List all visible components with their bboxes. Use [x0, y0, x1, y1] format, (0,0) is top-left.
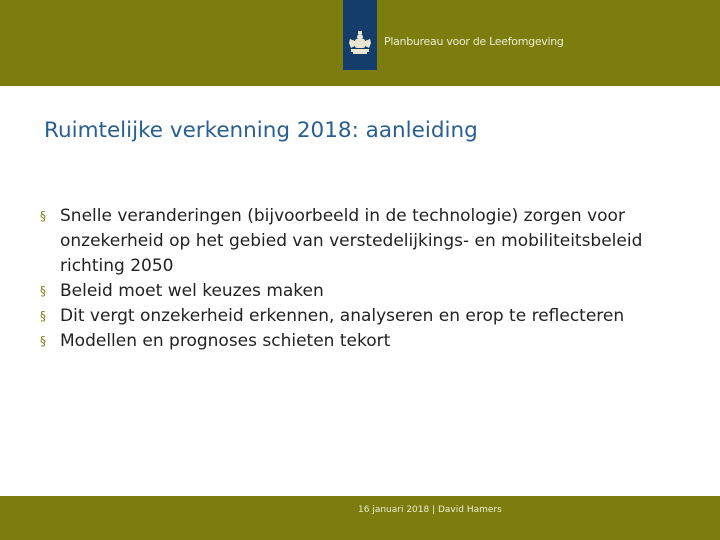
bullet-item: [40, 204, 690, 279]
bullet-marker-icon: §: [40, 209, 46, 223]
bullet-text: Dit vergt onzekerheid erkennen, analyseren en erop te reflecteren: [60, 306, 625, 326]
bullet-list: [40, 204, 690, 354]
footer-date-author: 16 januari 2018 | David Hamers: [358, 505, 502, 515]
bullet-item: [40, 279, 690, 304]
bullet-item: [40, 329, 690, 354]
bullet-marker-icon: §: [40, 334, 46, 348]
organization-name: Planbureau voor de Leefomgeving: [384, 35, 564, 48]
rijksoverheid-logo: [343, 0, 377, 70]
slide-title: Ruimtelijke verkenning 2018: aanleiding: [44, 118, 478, 143]
coat-of-arms-icon: [347, 30, 373, 56]
bullet-marker-icon: §: [40, 284, 46, 298]
bullet-marker-icon: §: [40, 309, 46, 323]
footer-band: [0, 496, 720, 540]
bullet-text: Snelle veranderingen (bijvoorbeeld in de technologie) zorgen voor onzekerheid op het gebied van verstedelijkings- en mobiliteitsbeleid richting 2050: [60, 206, 643, 276]
bullet-text: Beleid moet wel keuzes maken: [60, 281, 324, 301]
bullet-item: [40, 304, 690, 329]
header-band: [0, 0, 720, 86]
bullet-text: Modellen en prognoses schieten tekort: [60, 331, 391, 351]
